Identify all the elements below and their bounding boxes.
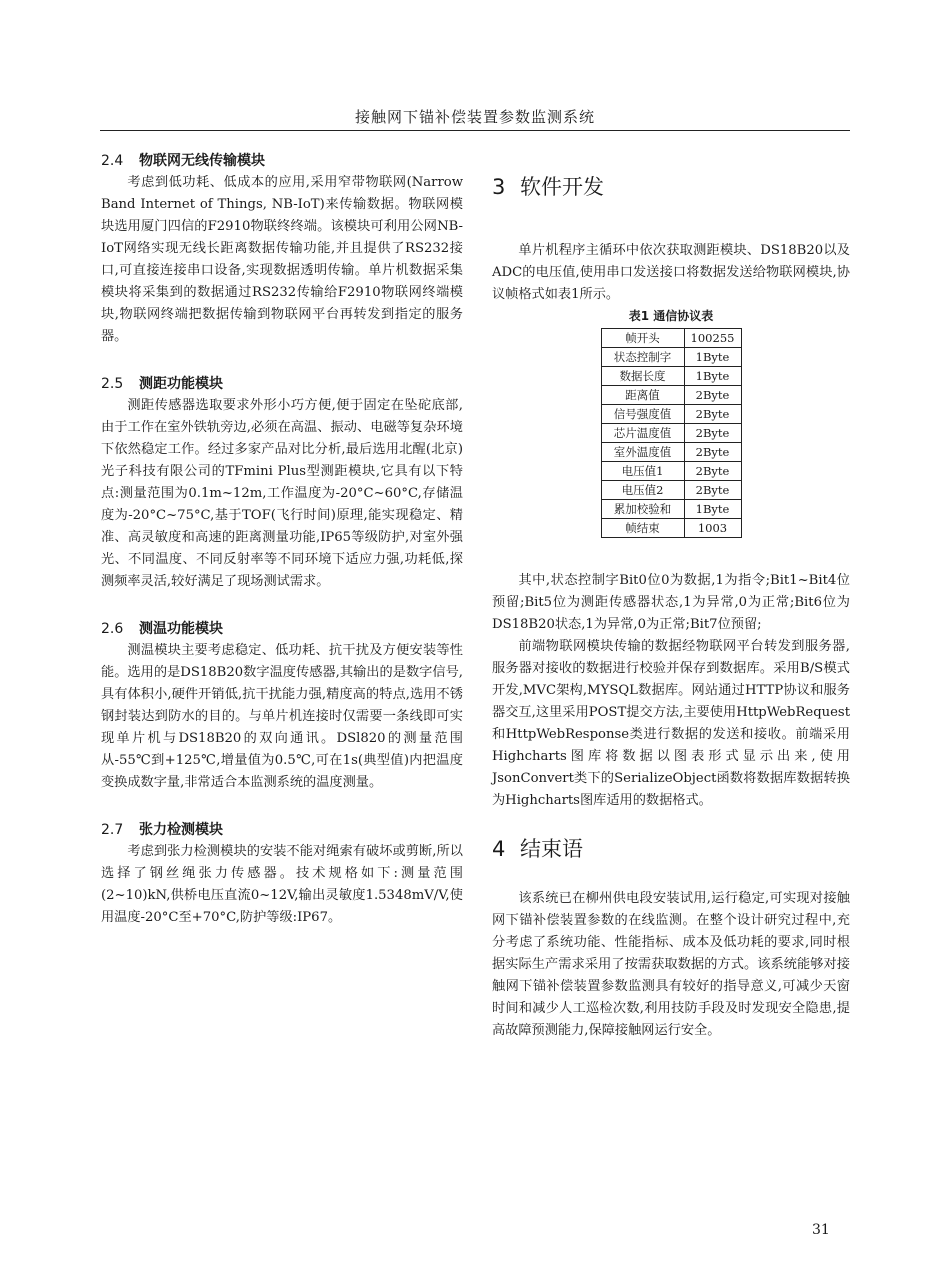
section-2-7-paragraph: 考虑到张力检测模块的安装不能对绳索有破坏或剪断,所以选择了钢丝绳张力传感器。技术规格如下:测量范围(2~10)kN,供桥电压直流0~12V,输出灵敏度1.5348mV/V,使用温度-20°C至+70°C,防护等级:IP67。 xyxy=(101,844,463,925)
field-size-cell: 1Byte xyxy=(684,500,741,519)
field-name-cell: 电压值2 xyxy=(601,481,684,500)
field-name-cell: 累加校验和 xyxy=(601,500,684,519)
field-size-cell: 2Byte xyxy=(684,443,741,462)
spacer xyxy=(492,150,850,172)
section-gap xyxy=(101,593,463,618)
table-row xyxy=(601,329,741,348)
field-size-cell: 2Byte xyxy=(684,424,741,443)
page-number: 31 xyxy=(812,1222,830,1238)
section-heading-2-5 xyxy=(101,373,463,395)
section-4-paragraph: 该系统已在柳州供电段安装试用,运行稳定,可实现对接触网下锚补偿装置参数的在线监测。在整个设计研究过程中,充分考虑了系统功能、性能指标、成本及低功耗的要求,同时根据实际生产需求采用了按需获取数据的方式。该系统能够对接触网下锚补偿装置参数监测具有较好的指导意义,可减少天窗时间和减少人工巡检次数,利用技防手段及时发现安全隐患,提高故障预测能力,保障接触网运行安全。 xyxy=(492,891,850,1038)
field-size-cell: 2Byte xyxy=(684,386,741,405)
field-size-cell: 1Byte xyxy=(684,367,741,386)
section-title: 软件开发 xyxy=(520,175,604,199)
table-row xyxy=(601,424,741,443)
section-heading-2-4 xyxy=(101,150,463,172)
field-name-cell: 室外温度值 xyxy=(601,443,684,462)
field-size-cell: 2Byte xyxy=(684,481,741,500)
section-heading-2-6 xyxy=(101,618,463,640)
spacer xyxy=(492,812,850,834)
table-row xyxy=(601,481,741,500)
field-size-cell: 1Byte xyxy=(684,348,741,367)
spacer xyxy=(492,202,850,240)
section-3-paragraph-web: 前端物联网模块传输的数据经物联网平台转发到服务器,服务器对接收的数据进行校验并保存到数据库。采用B/S模式开发,MVC架构,MYSQL数据库。网站通过HTTP协议和服务器交互,这里采用POST提交方法,主要使用HttpWebRequest和HttpWebResponse类进行数据的发送和接收。前端采用Highcharts图库将数据以图表形式显示出来,使用JsonConvert类下的SerializeObject函数将数据库数据转换为Highcharts图库适用的数据格式。 xyxy=(492,639,850,808)
table-row xyxy=(601,519,741,538)
field-name-cell: 信号强度值 xyxy=(601,405,684,424)
spacer xyxy=(492,864,850,888)
section-title: 测温功能模块 xyxy=(139,621,223,637)
field-name-cell: 电压值1 xyxy=(601,462,684,481)
table-row xyxy=(601,462,741,481)
section-number: 4 xyxy=(492,837,506,861)
section-title: 物联网无线传输模块 xyxy=(139,153,265,169)
section-number: 2.5 xyxy=(101,376,124,392)
section-title: 张力检测模块 xyxy=(139,822,223,838)
header-rule xyxy=(100,130,850,131)
field-size-cell: 2Byte xyxy=(684,462,741,481)
table-row xyxy=(601,348,741,367)
section-number: 2.7 xyxy=(101,822,124,838)
table-caption: 表1 通信协议表 xyxy=(628,309,714,323)
table-row xyxy=(601,500,741,519)
section-3-paragraph-status: 其中,状态控制字Bit0位0为数据,1为指令;Bit1~Bit4位预留;Bit5位为测距传感器状态,1为异常,0为正常;Bit6位为DS18B20状态,1为异常,0为正常;Bit7位预留; xyxy=(492,573,850,632)
section-heading-4 xyxy=(492,834,850,864)
table-row xyxy=(601,367,741,386)
field-name-cell: 芯片温度值 xyxy=(601,424,684,443)
left-column xyxy=(101,150,463,929)
section-2-5-paragraph: 测距传感器选取要求外形小巧方便,便于固定在坠砣底部,由于工作在室外铁轨旁边,必须在高温、振动、电磁等复杂环境下依然稳定工作。经过多家产品对比分析,最后选用北醒(北京)光子科技有限公司的TFmini Plus型测距模块,它具有以下特点:测量范围为0.1m~12m,工作温度为-20°C~60°C,存储温度为-20°C~75°C,基于TOF(飞行时间)原理,能实现稳定、精准、高灵敏度和高速的距离测量功能,IP65等级防护,对室外强光、不同温度、不同反射率等不同环境下适应力强,功耗低,探测频率灵活,较好满足了现场测试需求。 xyxy=(101,398,463,589)
field-size-cell: 1003 xyxy=(684,519,741,538)
section-number: 2.6 xyxy=(101,621,124,637)
section-title: 测距功能模块 xyxy=(139,376,223,392)
section-gap xyxy=(101,348,463,373)
field-size-cell: 100255 xyxy=(684,329,741,348)
section-heading-2-7 xyxy=(101,819,463,841)
section-3-intro-paragraph: 单片机程序主循环中依次获取测距模块、DS18B20以及ADC的电压值,使用串口发送接口将数据发送给物联网模块,协议帧格式如表1所示。 xyxy=(492,243,850,302)
section-number: 3 xyxy=(492,175,506,199)
table-row xyxy=(601,443,741,462)
field-name-cell: 帧结束 xyxy=(601,519,684,538)
field-name-cell: 数据长度 xyxy=(601,367,684,386)
section-2-4-paragraph: 考虑到低功耗、低成本的应用,采用窄带物联网(Narrow Band Internet of Things, NB-IoT)来传输数据。物联网模块选用厦门四信的F2910物联终终端。该模块可利用公网NB-IoT网络实现无线长距离数据传输功能,并且提供了RS232接口,可直接连接串口设备,实现数据透明传输。单片机数据采集模块将采集到的数据通过RS232传输给F2910物联网终端模块,物联网终端把数据传输到物联网平台再转发到指定的服务器。 xyxy=(101,175,463,344)
field-name-cell: 帧开头 xyxy=(601,329,684,348)
section-heading-3 xyxy=(492,172,850,202)
table-row xyxy=(601,405,741,424)
spacer xyxy=(492,538,850,570)
field-name-cell: 距离值 xyxy=(601,386,684,405)
section-title: 结束语 xyxy=(520,837,583,861)
running-header: 接触网下锚补偿装置参数监测系统 xyxy=(354,108,595,126)
section-2-6-paragraph: 测温模块主要考虑稳定、低功耗、抗干扰及方便安装等性能。选用的是DS18B20数字温度传感器,其输出的是数字信号,具有体积小,硬件开销低,抗干扰能力强,精度高的特点,选用不锈钢封装达到防水的目的。与单片机连接时仅需要一条线即可实现单片机与DS18B20的双向通讯。DSl820的测量范围从-55℃到+125℃,增量值为0.5℃,可在1s(典型值)内把温度变换成数字量,非常适合本监测系统的温度测量。 xyxy=(101,643,463,790)
table-row xyxy=(601,386,741,405)
protocol-table xyxy=(601,328,742,538)
field-name-cell: 状态控制字 xyxy=(601,348,684,367)
section-number: 2.4 xyxy=(101,153,124,169)
field-size-cell: 2Byte xyxy=(684,405,741,424)
right-column xyxy=(492,150,850,1042)
section-gap xyxy=(101,794,463,819)
